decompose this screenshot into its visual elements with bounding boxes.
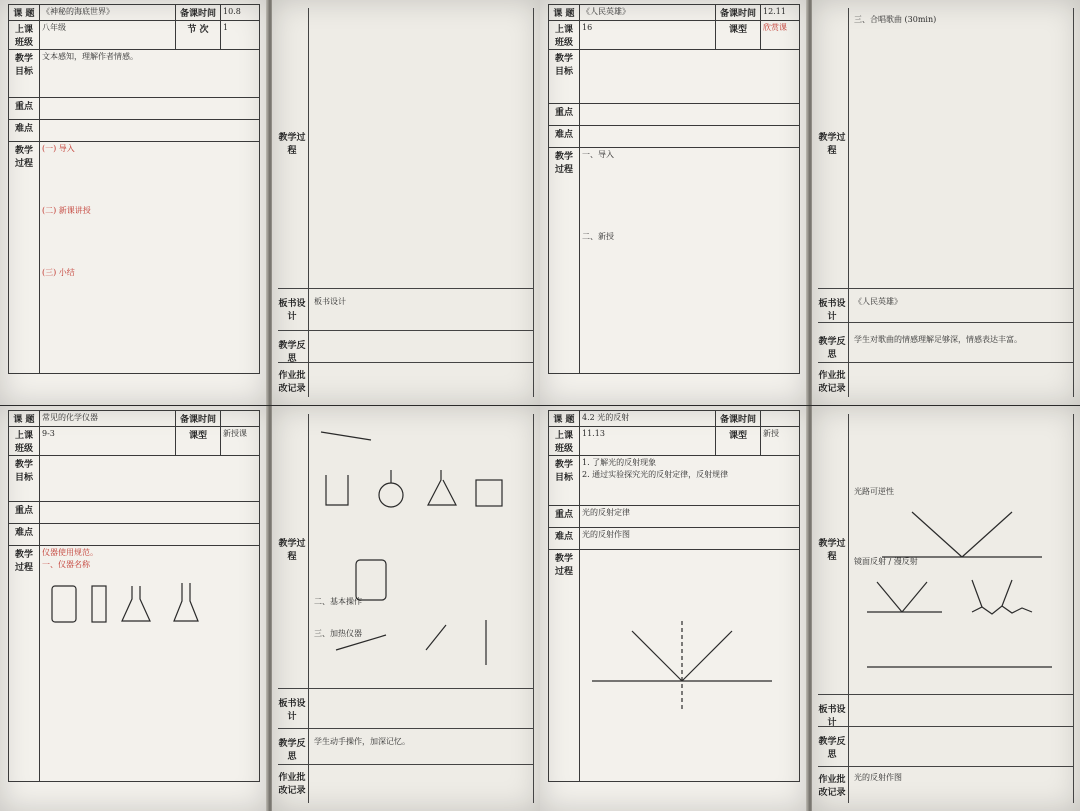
goals-label: 教学目标 bbox=[9, 456, 40, 502]
process-label: 教学过程 bbox=[278, 539, 306, 562]
lesson-plan-right-page bbox=[272, 0, 540, 405]
difficulty-text: 光的反射作图 bbox=[580, 528, 800, 550]
lesson-plan-table bbox=[8, 4, 260, 374]
lesson-plan-left-page bbox=[540, 406, 808, 811]
process-text: 二、基本操作 bbox=[314, 597, 362, 606]
process-text bbox=[580, 550, 800, 782]
lab-glassware-sketch bbox=[42, 571, 242, 631]
difficulty-label: 难点 bbox=[549, 528, 580, 550]
process-label: 教学过程 bbox=[278, 133, 306, 156]
goals-label: 教学目标 bbox=[549, 456, 580, 506]
diffuse-reflection-sketch bbox=[862, 572, 1062, 682]
class-label: 上课班级 bbox=[9, 21, 40, 50]
type-value: 欣赏课 bbox=[761, 21, 800, 50]
topic-label: 课 题 bbox=[549, 5, 580, 21]
process-text: 光路可逆性 bbox=[854, 487, 894, 496]
process-text: 镜面反射 / 漫反射 bbox=[854, 557, 918, 566]
process-label: 教学过程 bbox=[9, 142, 40, 374]
board-label: 板书设计 bbox=[818, 299, 846, 322]
key-points-label: 重点 bbox=[549, 506, 580, 528]
goals-text: 1. 了解光的反射现象 2. 通过实验探究光的反射定律，反射规律 bbox=[580, 456, 800, 506]
class-value: 16 bbox=[580, 21, 716, 50]
reflection-text: 学生动手操作，加深记忆。 bbox=[314, 737, 410, 746]
key-points-label: 重点 bbox=[9, 502, 40, 524]
type-label: 课型 bbox=[176, 427, 221, 456]
lesson-plan-left-page bbox=[0, 0, 268, 405]
goals-text: 文本感知，理解作者情感。 bbox=[40, 50, 260, 98]
lesson-plan-photo-3 bbox=[0, 406, 540, 811]
lesson-plan-right-page bbox=[812, 406, 1080, 811]
class-label: 上课班级 bbox=[549, 21, 580, 50]
homework-label: 作业批改记录 bbox=[818, 371, 846, 394]
difficulty-label: 难点 bbox=[549, 126, 580, 148]
board-text: 《人民英雄》 bbox=[854, 297, 902, 306]
class-value: 八年级 bbox=[40, 21, 176, 50]
lesson-plan-table bbox=[8, 410, 260, 782]
class-value: 11.13 bbox=[580, 427, 716, 456]
reflection-label: 教学反思 bbox=[818, 337, 846, 360]
homework-label: 作业批改记录 bbox=[278, 773, 306, 796]
homework-text: 光的反射作图 bbox=[854, 773, 902, 782]
reflection-label: 教学反思 bbox=[278, 739, 306, 762]
class-value: 9-3 bbox=[40, 427, 176, 456]
process-text: 仪器使用规范。 一、仪器名称 bbox=[40, 546, 260, 782]
prep-time-label: 备课时间 bbox=[176, 5, 221, 21]
homework-label: 作业批改记录 bbox=[278, 371, 306, 394]
board-label: 板书设计 bbox=[818, 705, 846, 728]
lesson-plan-table bbox=[548, 4, 800, 374]
process-label: 教学过程 bbox=[9, 546, 40, 782]
homework-label: 作业批改记录 bbox=[818, 775, 846, 798]
class-label: 上课班级 bbox=[549, 427, 580, 456]
lesson-plan-table bbox=[548, 410, 800, 782]
period-label: 节 次 bbox=[176, 21, 221, 50]
prep-time-label: 备课时间 bbox=[716, 5, 761, 21]
prep-time-value: 10.8 bbox=[221, 5, 260, 21]
type-value: 新授 bbox=[761, 427, 800, 456]
process-label: 教学过程 bbox=[549, 550, 580, 782]
prep-time-label: 备课时间 bbox=[716, 411, 761, 427]
process-text: 一、导入 二、新授 bbox=[580, 148, 800, 374]
apparatus-sketches bbox=[316, 420, 526, 680]
board-label: 板书设计 bbox=[278, 299, 306, 322]
topic-value: 4.2 光的反射 bbox=[580, 411, 716, 427]
difficulty-label: 难点 bbox=[9, 524, 40, 546]
lesson-plan-photo-1 bbox=[0, 0, 540, 405]
key-points-label: 重点 bbox=[9, 98, 40, 120]
period-value: 1 bbox=[221, 21, 260, 50]
goals-label: 教学目标 bbox=[9, 50, 40, 98]
process-text: 三、加热仪器 bbox=[314, 629, 362, 638]
class-label: 上课班级 bbox=[9, 427, 40, 456]
reflection-label: 教学反思 bbox=[818, 737, 846, 760]
topic-label: 课 题 bbox=[9, 411, 40, 427]
process-label: 教学过程 bbox=[818, 539, 846, 562]
lesson-plan-left-page bbox=[540, 0, 808, 405]
difficulty-label: 难点 bbox=[9, 120, 40, 142]
reflection-text: 学生对歌曲的情感理解足够深，情感表达丰富。 bbox=[854, 335, 1022, 344]
topic-value: 《人民英雄》 bbox=[580, 5, 716, 21]
type-label: 课型 bbox=[716, 21, 761, 50]
goals-label: 教学目标 bbox=[549, 50, 580, 104]
type-label: 课型 bbox=[716, 427, 761, 456]
topic-value: 常见的化学仪器 bbox=[40, 411, 176, 427]
process-label: 教学过程 bbox=[818, 133, 846, 156]
process-label: 教学过程 bbox=[549, 148, 580, 374]
key-points-label: 重点 bbox=[549, 104, 580, 126]
key-points-text: 光的反射定律 bbox=[580, 506, 800, 528]
lesson-plan-right-page bbox=[812, 0, 1080, 405]
board-text: 板书设计 bbox=[314, 297, 346, 306]
prep-time-label: 备课时间 bbox=[176, 411, 221, 427]
reflection-ray-sketch bbox=[582, 601, 782, 721]
topic-label: 课 题 bbox=[549, 411, 580, 427]
type-value: 新授课 bbox=[221, 427, 260, 456]
topic-label: 课 题 bbox=[9, 5, 40, 21]
topic-value: 《神秘的海底世界》 bbox=[40, 5, 176, 21]
process-text: (一) 导入 (二) 新课讲授 (三) 小结 bbox=[40, 142, 260, 374]
reflection-label: 教学反思 bbox=[278, 341, 306, 364]
lesson-plan-photo-4 bbox=[540, 406, 1080, 811]
board-label: 板书设计 bbox=[278, 699, 306, 722]
lesson-plan-right-page bbox=[272, 406, 540, 811]
prep-time-value: 12.11 bbox=[761, 5, 800, 21]
lesson-plan-left-page bbox=[0, 406, 268, 811]
lesson-plan-photo-2 bbox=[540, 0, 1080, 405]
process-text: 三、合唱歌曲 (30min) bbox=[854, 15, 937, 24]
